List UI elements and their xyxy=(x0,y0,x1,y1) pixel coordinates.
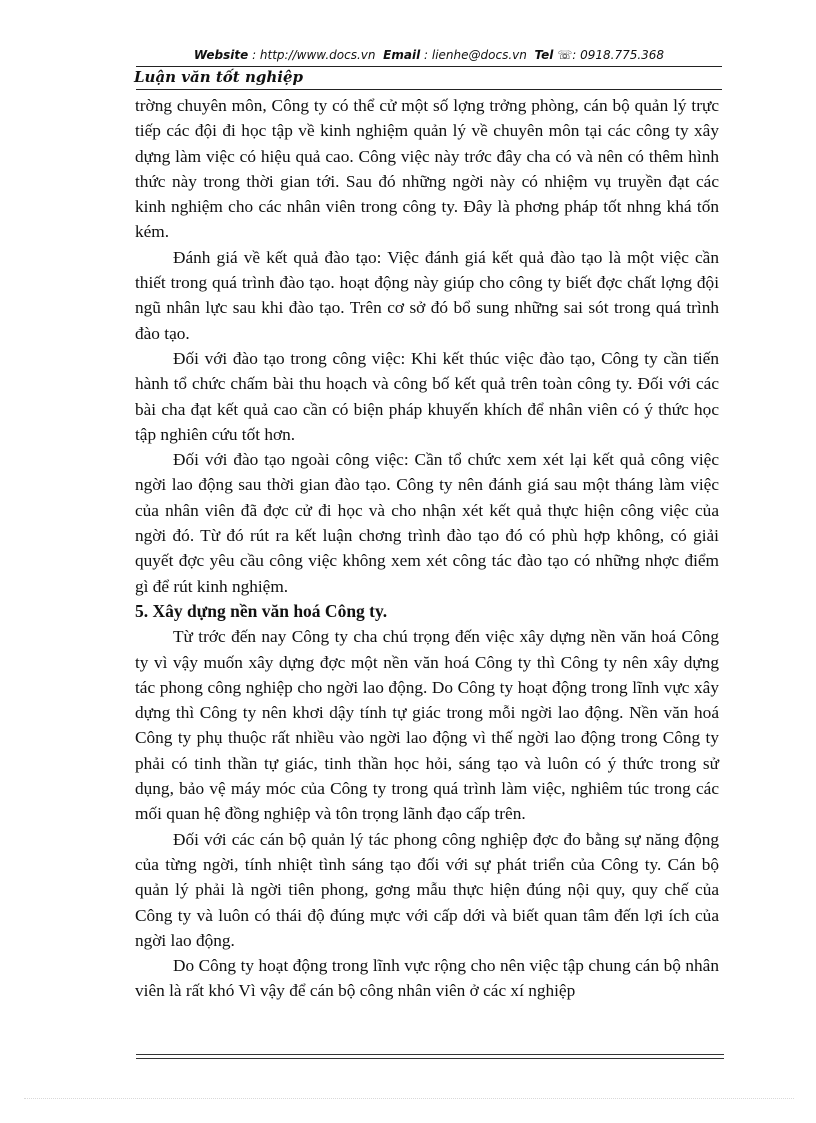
phone-icon: ☏ xyxy=(557,48,573,62)
title-rule xyxy=(136,89,722,90)
paragraph: Đối với đào tạo trong công việc: Khi kết thúc việc đào tạo, Công ty cần tiến hành tổ chức chấm bài thu hoạch và công bố kết quả trên toàn công ty. Đối với các bài cha đạt kết quả cao cần có biện pháp khuyến khích để nhân viên có ý thức học tập nghiên cứu tốt hơn. xyxy=(135,348,719,444)
paragraph: Từ trớc đến nay Công ty cha chú trọng đến việc xây dựng nền văn hoá Công ty vì vậy muốn xây dựng đợc một nền văn hoá Công ty thì Công ty nên xây dựng tác phong công nghiệp cho ngời lao động. Do Công ty hoạt động trong lĩnh vực xây dựng thì Công ty nên khơi dậy tính tự giác trong mỗi ngời lao động. Nền văn hoá Công ty phụ thuộc rất nhiều vào ngời lao động vì thế ngời lao động trong Công ty phải có tinh thần tự giác, tinh thần học hỏi, sáng tạo và luôn có ý thức trong sử dụng, bảo vệ máy móc của Công ty trong quá trình làm việc, nghiêm túc trong các mối quan hệ đồng nghiệp và tôn trọng lãnh đạo cấp trên. xyxy=(135,627,719,824)
page-header xyxy=(136,48,722,62)
paragraph: trờng chuyên môn, Công ty có thể cử một số lợng trởng phòng, cán bộ quản lý trực tiếp các đội đi học tập về kinh nghiệm quản lý về chuyên môn tại các công ty xây dựng làm việc có hiệu quả cao. Công việc này trớc đây cha có và nên có thêm hình thức này trong thời gian tới. Sau đó những ngời này có nhiệm vụ truyền đạt các kinh nghiệm cho các nhân viên trong công ty. Đây là phơng pháp tốt nhng khá tốn kém. xyxy=(135,96,719,242)
paragraph: Đối với các cán bộ quản lý tác phong công nghiệp đợc đo bằng sự năng động của từng ngời, tính nhiệt tình sáng tạo đối với sự phát triển của Công ty. Cán bộ quản lý phải là ngời tiên phong, gơng mẫu thực hiện đúng nội quy, quy chế của Công ty và luôn có thái độ đúng mực với cấp dới và biết quan tâm đến lợi ích của ngời lao động. xyxy=(135,829,719,950)
website-label: Website xyxy=(193,48,249,62)
paragraph: Do Công ty hoạt động trong lĩnh vực rộng cho nên việc tập chung cán bộ nhân viên là rất khó Vì vậy để cán bộ công nhân viên ở các xí nghiệp xyxy=(135,956,719,1001)
document-title: Luận văn tốt nghiệp xyxy=(134,68,303,86)
page-edge-dotted-line xyxy=(24,1098,794,1099)
document-body xyxy=(135,93,719,1004)
website-value: : http://www.docs.vn xyxy=(252,48,376,62)
paragraph: Đối với đào tạo ngoài công việc: Cần tổ chức xem xét lại kết quả công việc ngời lao động sau thời gian đào tạo. Công ty nên đánh giá sau một tháng làm việc của nhân viên đã đợc cử đi học và cho nhận xét kết quả thực hiện công việc của ngời đó. Từ đó rút ra kết luận chơng trình đào tạo đó có phù hợp không, có giải quyết đợc yêu cầu công việc không xem xét công tác đào tạo có những nhợc điểm gì để rút kinh nghiệm. xyxy=(135,450,719,596)
footer-rule xyxy=(136,1054,724,1055)
email-label: Email xyxy=(383,48,421,62)
tel-label: Tel xyxy=(534,48,554,62)
email-value: : lienhe@docs.vn xyxy=(424,48,527,62)
tel-value: : 0918.775.368 xyxy=(572,48,665,62)
header-rule xyxy=(136,66,722,67)
footer-rule-double xyxy=(136,1058,724,1059)
section-heading: 5. Xây dựng nền văn hoá Công ty. xyxy=(135,600,388,621)
paragraph: Đánh giá về kết quả đào tạo: Việc đánh giá kết quả đào tạo là một việc cần thiết trong quá trình đào tạo. hoạt động này giúp cho công ty biết đợc chất lợng đội ngũ nhân lực sau khi đào tạo. Trên cơ sở đó bổ sung những sai sót trong quá trình đào tạo. xyxy=(135,247,719,343)
